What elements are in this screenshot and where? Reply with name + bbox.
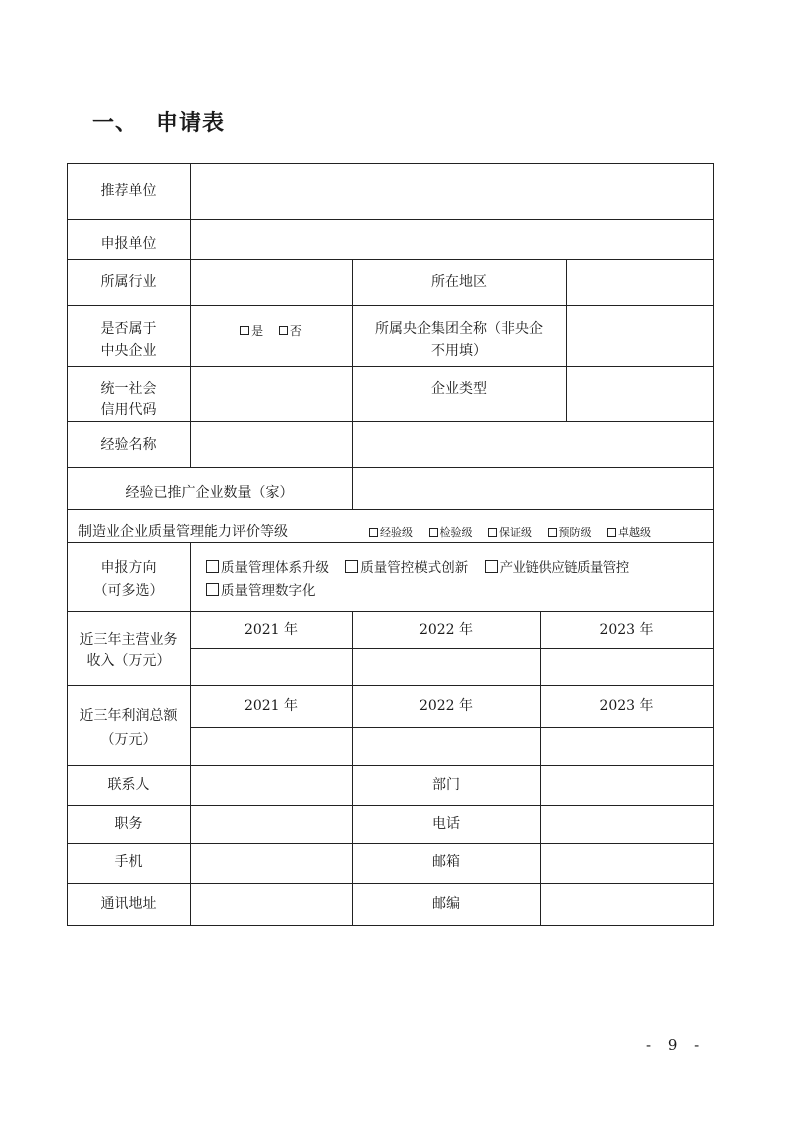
direction-option-2[interactable] xyxy=(345,560,468,576)
direction-option-1-label: 质量管理体系升级 xyxy=(221,560,329,576)
row-divider xyxy=(67,219,713,220)
label-email: 邮箱 xyxy=(432,854,460,870)
direction-options-row-2 xyxy=(206,580,316,602)
label-address: 通讯地址 xyxy=(100,896,157,912)
checkbox-no[interactable] xyxy=(279,324,302,338)
rating-option-5-label: 卓越级 xyxy=(618,526,651,539)
revenue-year-2023: 2023 年 xyxy=(599,622,654,638)
rating-option-1-label: 经验级 xyxy=(380,526,413,539)
direction-option-1[interactable] xyxy=(206,560,329,576)
label-position: 职务 xyxy=(114,816,143,832)
col-divider xyxy=(190,163,191,467)
label-revenue-2: 收入（万元） xyxy=(86,653,171,669)
row-divider xyxy=(67,883,713,884)
label-postcode: 邮编 xyxy=(432,896,460,912)
label-direction-1: 申报方向 xyxy=(100,560,157,576)
checkbox-yes[interactable] xyxy=(240,324,263,338)
row-divider xyxy=(67,509,713,510)
rating-option-2[interactable] xyxy=(429,526,473,539)
label-enterprise-type: 企业类型 xyxy=(431,381,487,397)
label-department: 部门 xyxy=(432,777,460,793)
rating-option-4-label: 预防级 xyxy=(558,526,592,539)
row-divider xyxy=(67,685,713,686)
col-divider xyxy=(540,611,541,926)
section-number: 一、 xyxy=(92,111,139,136)
page-number: - 9 - xyxy=(646,1036,706,1054)
checkbox-no-label: 否 xyxy=(289,324,302,338)
direction-option-3-label: 产业链供应链质量管控 xyxy=(499,560,629,576)
profit-year-2023: 2023 年 xyxy=(599,698,654,714)
checkbox-square-icon xyxy=(485,560,498,573)
label-revenue-1: 近三年主营业务 xyxy=(79,632,178,648)
checkbox-square-icon xyxy=(488,528,497,537)
col-divider xyxy=(352,611,353,926)
checkbox-yes-label: 是 xyxy=(251,324,264,338)
rating-option-2-label: 检验级 xyxy=(439,526,473,539)
row-divider xyxy=(67,765,713,766)
rating-option-1[interactable] xyxy=(369,526,413,539)
row-divider xyxy=(67,467,713,468)
checkbox-square-icon xyxy=(369,528,378,537)
checkbox-square-icon xyxy=(279,326,288,335)
col-divider xyxy=(566,259,567,421)
central-yes-no-options xyxy=(190,320,352,342)
col-divider xyxy=(190,611,191,926)
checkbox-square-icon xyxy=(206,583,219,596)
row-divider xyxy=(67,305,713,306)
row-divider xyxy=(190,727,713,728)
row-divider xyxy=(67,259,713,260)
table-border-right xyxy=(713,163,714,926)
label-mobile: 手机 xyxy=(114,854,143,870)
label-contact: 联系人 xyxy=(107,777,150,793)
rating-option-5[interactable] xyxy=(607,526,651,539)
table-border-top xyxy=(67,163,713,164)
label-applicant: 申报单位 xyxy=(100,236,157,252)
row-divider xyxy=(67,611,713,612)
revenue-year-2021: 2021 年 xyxy=(243,622,299,638)
label-phone: 电话 xyxy=(432,816,460,832)
direction-options-row-1 xyxy=(206,557,629,579)
revenue-year-2022: 2022 年 xyxy=(418,622,474,638)
label-group-name-1: 所属央企集团全称（非央企 xyxy=(375,321,543,337)
label-profit-1: 近三年利润总额 xyxy=(79,708,178,724)
rating-option-3-label: 保证级 xyxy=(499,526,532,539)
col-divider xyxy=(352,467,353,509)
rating-options xyxy=(369,522,651,544)
profit-year-2021: 2021 年 xyxy=(243,698,299,714)
table-border-bottom xyxy=(67,925,713,926)
label-quality-rating: 制造业企业质量管理能力评价等级 xyxy=(78,524,288,540)
label-region: 所在地区 xyxy=(431,274,487,290)
rating-option-4[interactable] xyxy=(548,526,592,539)
label-central-enterprise-1: 是否属于 xyxy=(100,321,157,337)
direction-option-2-label: 质量管控模式创新 xyxy=(360,560,469,576)
label-experience-name: 经验名称 xyxy=(100,437,157,453)
label-profit-2: （万元） xyxy=(100,732,157,748)
label-promoted-count: 经验已推广企业数量（家） xyxy=(125,485,294,501)
direction-option-4[interactable] xyxy=(206,583,316,599)
checkbox-square-icon xyxy=(548,528,557,537)
section-title: 申请表 xyxy=(156,111,226,136)
direction-option-4-label: 质量管理数字化 xyxy=(221,583,316,599)
profit-year-2022: 2022 年 xyxy=(418,698,474,714)
rating-option-3[interactable] xyxy=(488,526,532,539)
checkbox-square-icon xyxy=(206,560,219,573)
label-industry: 所属行业 xyxy=(100,274,157,290)
row-divider xyxy=(67,421,713,422)
label-credit-code-1: 统一社会 xyxy=(100,381,157,397)
label-recommender: 推荐单位 xyxy=(100,183,157,199)
label-group-name-2: 不用填） xyxy=(431,343,487,359)
row-divider xyxy=(67,805,713,806)
checkbox-square-icon xyxy=(345,560,358,573)
checkbox-square-icon xyxy=(607,528,616,537)
checkbox-square-icon xyxy=(240,326,249,335)
row-divider xyxy=(67,843,713,844)
label-direction-2: （可多选） xyxy=(93,583,164,599)
direction-option-3[interactable] xyxy=(485,560,629,576)
row-divider xyxy=(67,366,713,367)
label-central-enterprise-2: 中央企业 xyxy=(100,343,157,359)
row-divider xyxy=(190,648,713,649)
col-divider xyxy=(190,542,191,611)
checkbox-square-icon xyxy=(429,528,438,537)
label-credit-code-2: 信用代码 xyxy=(100,402,157,418)
